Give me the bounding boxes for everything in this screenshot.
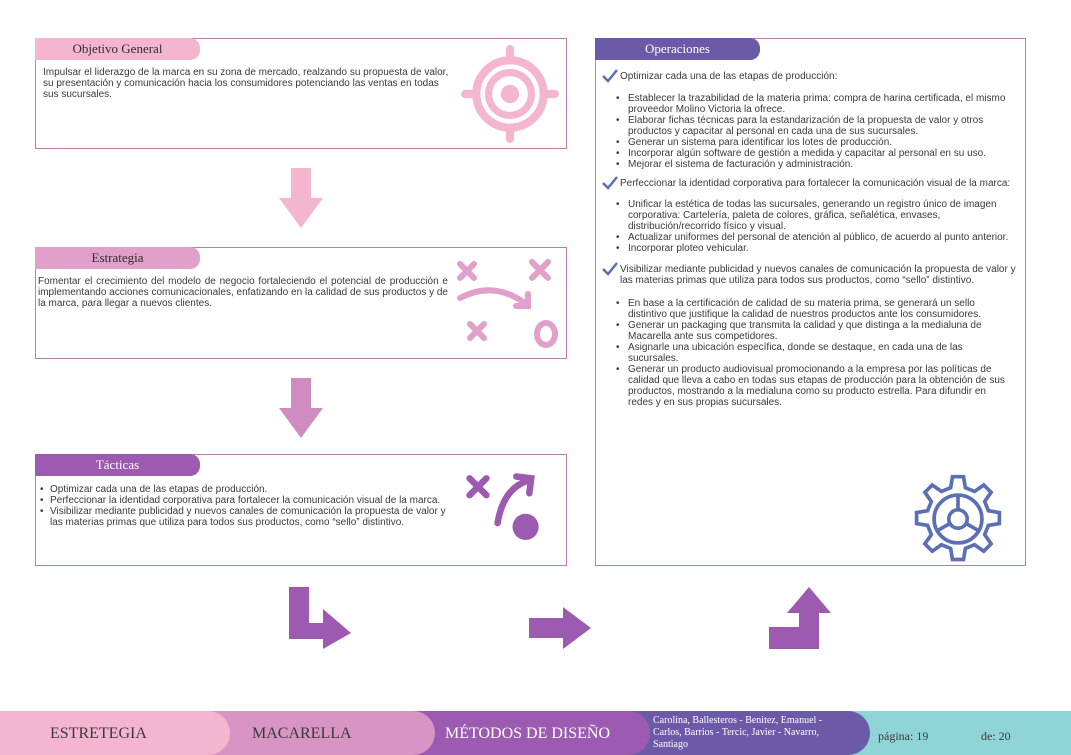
operaciones-item: • Elaborar fichas técnicas para la estandarización de la propuesta de valor y otros productos y capacitar al personal en cada una de sus sucursales. — [628, 115, 1022, 137]
operaciones-item: • Asignarle una ubicación específica, donde se destaque, en cada una de las sucursales. — [628, 342, 1012, 364]
tacticas-title: Tácticas — [35, 454, 200, 476]
operaciones-section — [602, 178, 1022, 254]
turn-right-arrow-icon — [289, 587, 351, 649]
checkmark-icon — [602, 176, 618, 190]
operaciones-item: • Incorporar ploteo vehicular. — [628, 243, 1022, 254]
operaciones-item: • Unificar la estética de todas las sucursales, generando un registro único de imagen corporativa: Cartelería, paleta de colores, gráfica, señalética, envases, distribución/recorrido físico y visual. — [628, 199, 1022, 232]
gear-icon — [912, 473, 1004, 565]
down-arrow-icon — [279, 378, 323, 438]
operaciones-item: • Generar un sistema para identificar los lotes de producción. — [628, 137, 1022, 148]
objetivo-box — [35, 38, 567, 149]
operaciones-item: • Generar un producto audiovisual promocionando a la empresa por las políticas de calidad que lleva a cabo en todas sus etapas de producción para la obtención de sus productos, mostrando a la medialuna como su producto estrella. Para difundir en redes y en sus propias sucursales. — [628, 364, 1012, 408]
tacticas-box — [35, 454, 567, 566]
tacticas-item: • Optimizar cada una de las etapas de producción. — [50, 484, 450, 495]
footer-segment — [625, 711, 870, 755]
operaciones-item: • Incorporar algún software de gestión a medida y capacitar al personal en su uso. — [628, 148, 1022, 159]
tacticas-item: • Visibilizar mediante publicidad y nuevos canales de comunicación la propuesta de valor y las materias primas que utiliza para todos sus productos, como “sello” distintivo. — [50, 506, 450, 528]
tacticas-list — [38, 484, 450, 528]
operaciones-box — [595, 38, 1026, 566]
operaciones-item: • Establecer la trazabilidad de la materia prima: compra de harina certificada, el mismo proveedor Molino Victoria la ofrece. — [628, 93, 1022, 115]
down-arrow-icon — [279, 168, 323, 228]
page-number: página: 19 — [878, 729, 929, 743]
strategy-play-icon — [454, 254, 564, 354]
operaciones-item: • Mejorar el sistema de facturación y administración. — [628, 159, 1022, 170]
operaciones-item: • Generar un packaging que transmita la calidad y que distinga a la medialuna de Macarella ante sus competidores. — [628, 320, 1012, 342]
checkmark-icon — [602, 262, 618, 276]
operaciones-heading: Visibilizar mediante publicidad y nuevos canales de comunicación la propuesta de valor y las materias primas que utiliza para todos sus productos, como “sello” distintivo. — [620, 264, 1016, 286]
operaciones-title: Operaciones — [595, 38, 760, 60]
operaciones-section — [602, 264, 1022, 408]
estrategia-box — [35, 247, 567, 359]
turn-up-arrow-icon — [769, 587, 831, 649]
operaciones-content — [602, 71, 1022, 414]
footer — [0, 711, 1071, 755]
operaciones-heading: Optimizar cada una de las etapas de producción: — [620, 71, 838, 82]
footer-authors: Carolina, Ballesteros - Benitez, Emanuel - Carlos, Barrios - Tercic, Javier - Navarro, Santiago — [653, 715, 823, 750]
objetivo-title: Objetivo General — [35, 38, 200, 60]
estrategia-title: Estrategia — [35, 247, 200, 269]
tactic-arrow-icon — [461, 469, 551, 553]
right-arrow-icon — [529, 607, 591, 649]
operaciones-item: • En base a la certificación de calidad de su materia prima, se generará un sello distintivo que justifique la calidad de nuestros productos ante los consumidores. — [628, 298, 1012, 320]
operaciones-heading: Perfeccionar la identidad corporativa para fortalecer la comunicación visual de la marca: — [620, 178, 1011, 189]
footer-brand-label: MACARELLA — [252, 725, 352, 742]
objetivo-text: Impulsar el liderazgo de la marca en su zona de mercado, realzando su propuesta de valor, su presentación y comunicación hacia los consumidores potenciando las ventas en todas sus sucursales. — [43, 67, 449, 100]
footer-section-label: ESTRETEGIA — [50, 725, 147, 742]
estrategia-text: Fomentar el crecimiento del modelo de negocio fortaleciendo el potencial de producción e implementando acciones comunicacionales, enfatizando en la calidad de sus productos y de la marca, para llegar a nuevos clientes. — [38, 276, 448, 309]
tacticas-item: • Perfeccionar la identidad corporativa para fortalecer la comunicación visual de la marca. — [50, 495, 450, 506]
checkmark-icon — [602, 69, 618, 83]
operaciones-item: • Actualizar uniformes del personal de atención al público, de acuerdo al punto anterior. — [628, 232, 1022, 243]
operaciones-section — [602, 71, 1022, 170]
target-icon — [459, 43, 561, 145]
footer-segment — [205, 711, 435, 755]
footer-course-label: MÉTODOS DE DISEÑO — [445, 725, 611, 742]
footer-segment — [0, 711, 230, 755]
footer-segment — [845, 711, 1071, 755]
page-total: de: 20 — [981, 729, 1011, 743]
footer-segment — [410, 711, 650, 755]
